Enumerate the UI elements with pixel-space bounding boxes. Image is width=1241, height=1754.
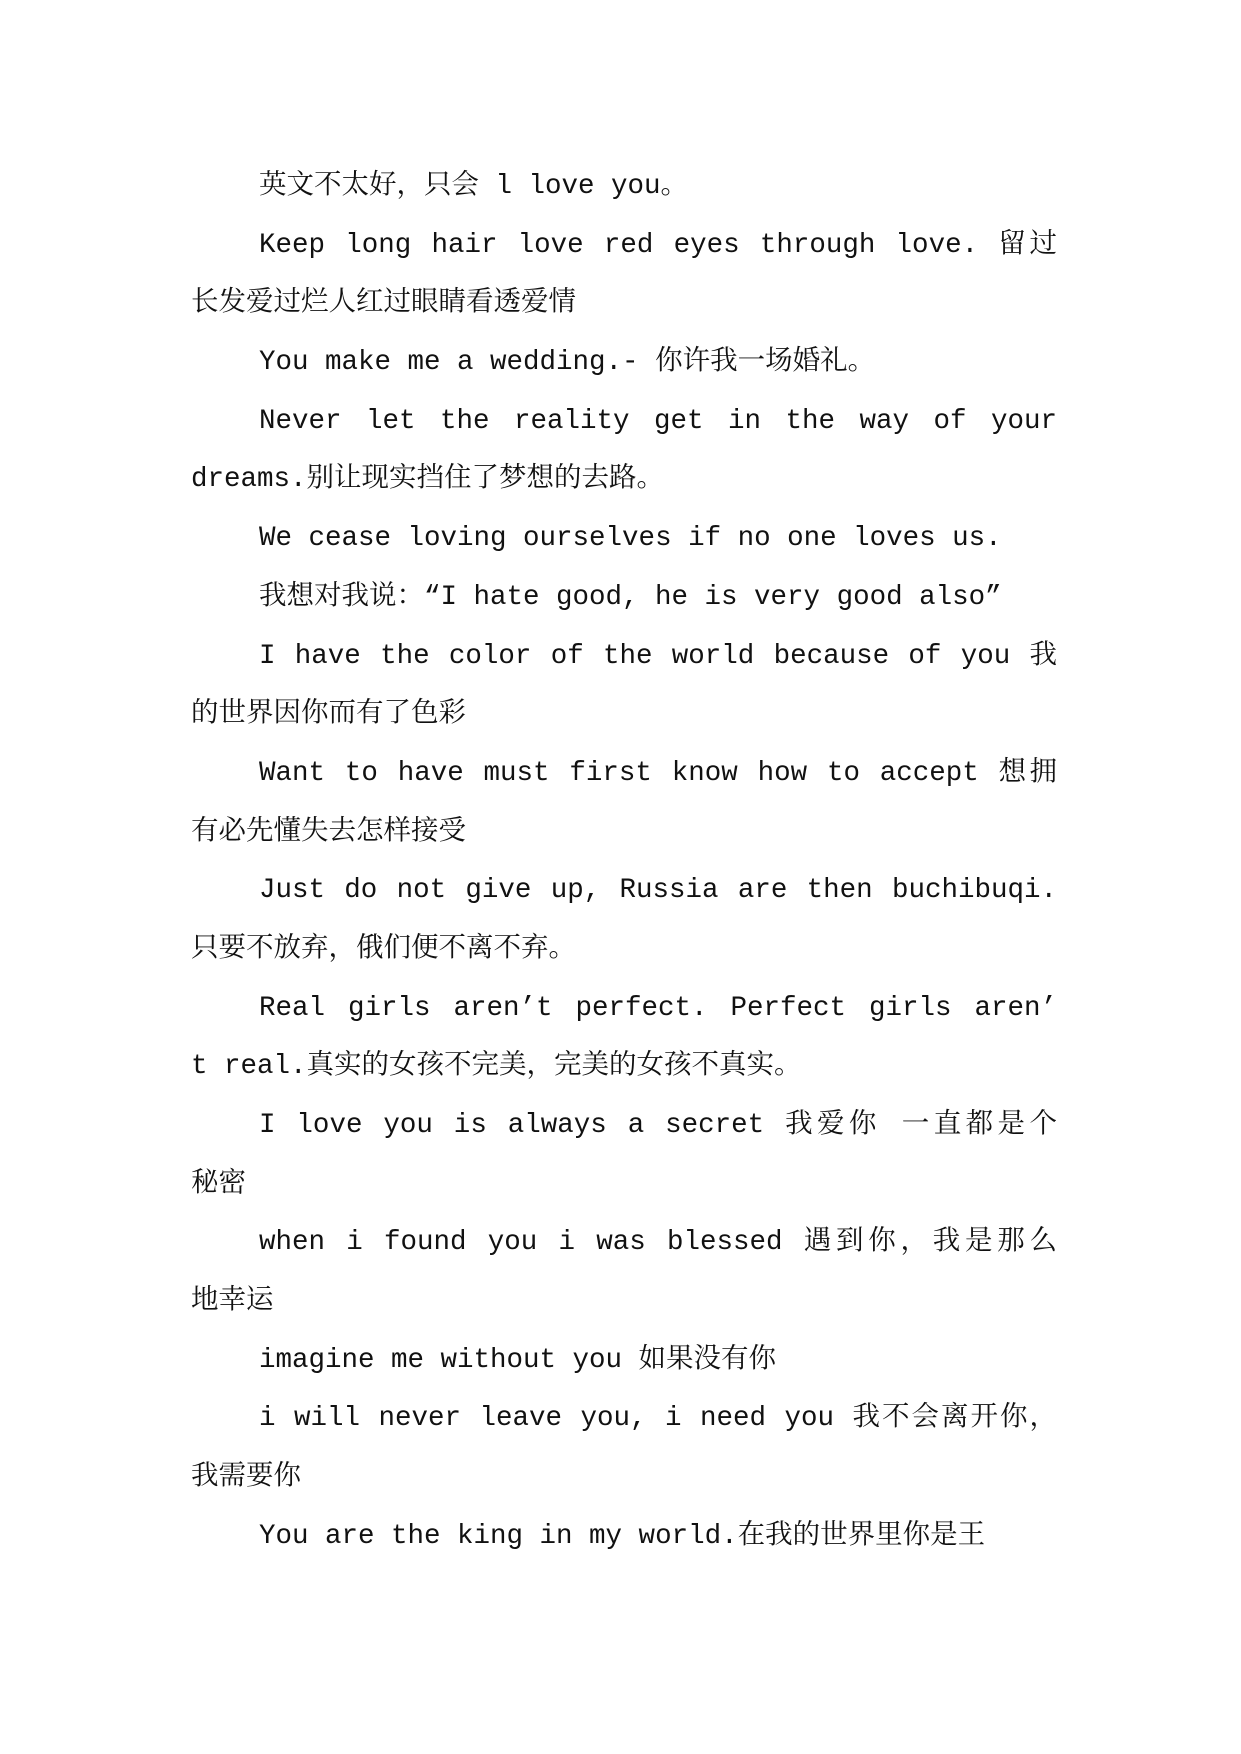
text-line: Just do not give up, Russia are then buchibuqi. (259, 875, 1057, 907)
text-line: I love you is always a secret 我爱你 一直都是个 (259, 1110, 1057, 1141)
text-line: 有必先懂失去怎样接受 (191, 816, 466, 848)
text-line: imagine me without you 如果没有你 (259, 1344, 777, 1376)
paragraph (191, 1390, 1057, 1507)
text-line: Real girls aren’t perfect. Perfect girls aren’ (259, 992, 1057, 1024)
text-line: 英文不太好，只会 l love you。 (259, 171, 689, 202)
text-line: i will never leave you, i need you 我不会离开你， (259, 1403, 1057, 1435)
text-line: Keep long hair love red eyes through love. 留过 (259, 229, 1057, 261)
text-line: I have the color of the world because of you 我 (259, 640, 1057, 672)
text-line: 地幸运 (191, 1286, 274, 1318)
text-line: Never let the reality get in the way of your (259, 405, 1057, 437)
text-line: You make me a wedding.- 你许我一场婚礼。 (259, 347, 876, 379)
text-line: t real.真实的女孩不完美，完美的女孩不真实。 (191, 1051, 802, 1083)
text-line: 只要不放弃，俄们便不离不弃。 (191, 933, 576, 965)
paragraph (191, 334, 1057, 393)
text-line: Want to have must first know how to accept 想拥 (259, 757, 1057, 789)
text-line: dreams.别让现实挡住了梦想的去路。 (191, 464, 665, 496)
text-line: 秘密 (191, 1168, 246, 1200)
paragraph (191, 1332, 1057, 1391)
paragraph (191, 745, 1057, 862)
paragraph (191, 217, 1057, 334)
text-line: 我想对我说：“I hate good, he is very good also” (259, 581, 1002, 613)
paragraph (191, 980, 1057, 1097)
paragraph (191, 1508, 1057, 1567)
paragraph (191, 1214, 1057, 1331)
text-line: 的世界因你而有了色彩 (191, 699, 466, 731)
text-line: when i found you i was blessed 遇到你，我是那么 (259, 1227, 1057, 1259)
text-line: We cease loving ourselves if no one loves us. (259, 523, 1002, 555)
paragraph (191, 158, 1057, 217)
paragraph (191, 393, 1057, 510)
document-body (191, 158, 1057, 1567)
text-line: 我需要你 (191, 1462, 301, 1494)
text-line: You are the king in my world.在我的世界里你是王 (259, 1520, 986, 1552)
text-line: 长发爱过烂人红过眼睛看透爱情 (191, 288, 576, 320)
paragraph (191, 862, 1057, 979)
paragraph (191, 569, 1057, 628)
paragraph (191, 628, 1057, 745)
paragraph (191, 1097, 1057, 1214)
paragraph (191, 510, 1057, 569)
